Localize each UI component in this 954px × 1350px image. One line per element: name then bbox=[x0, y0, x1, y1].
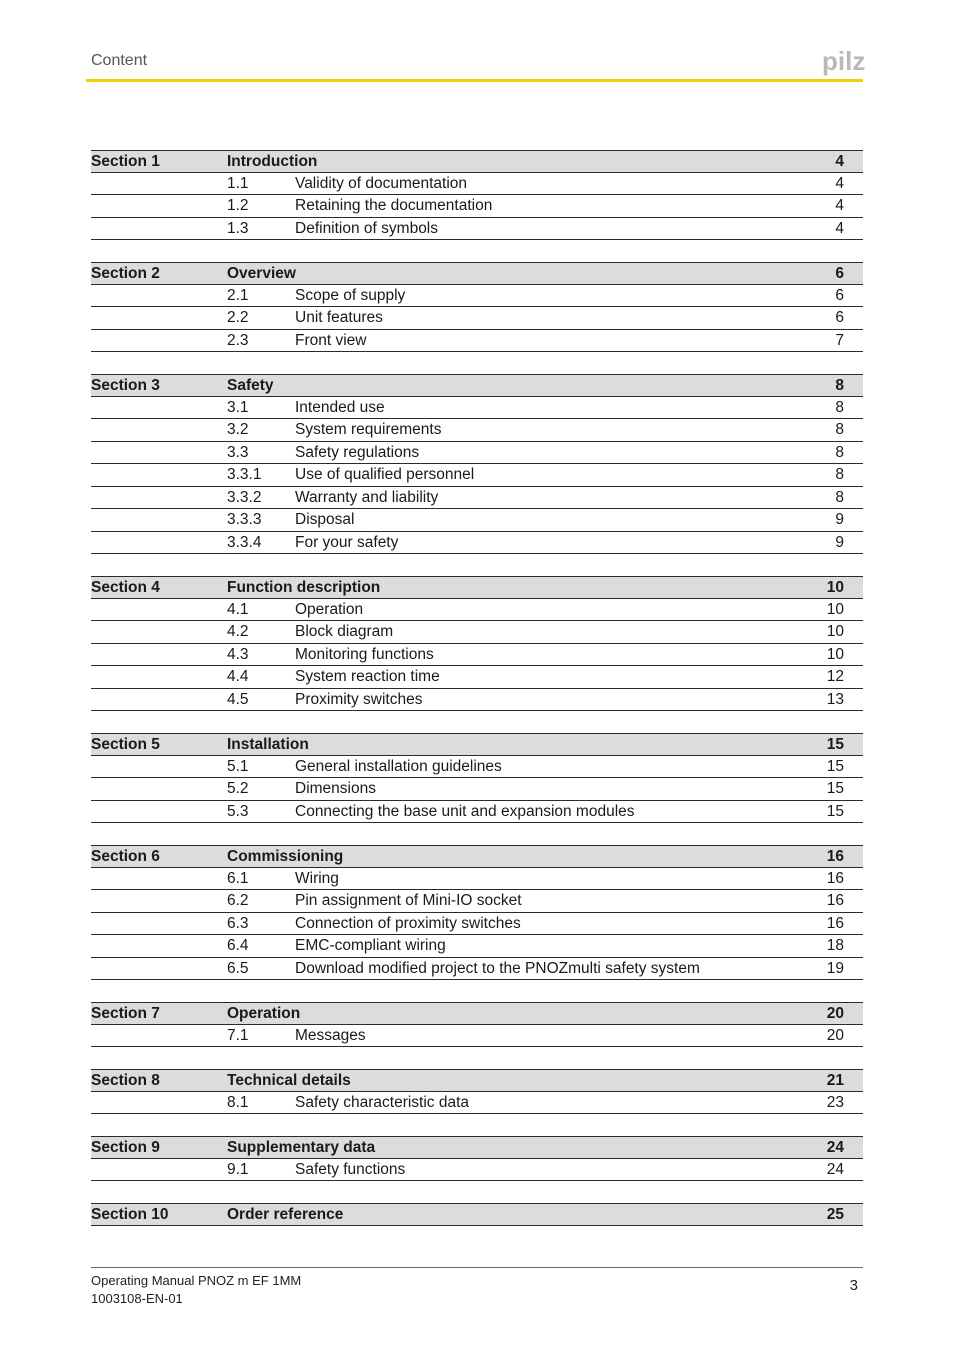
toc-entry[interactable] bbox=[91, 307, 863, 330]
table-of-contents bbox=[91, 150, 863, 1248]
toc-entry[interactable] bbox=[91, 397, 863, 420]
section-label: Section 6 bbox=[91, 848, 160, 865]
entry-page: 8 bbox=[835, 421, 844, 438]
entry-number: 1.2 bbox=[227, 197, 249, 214]
toc-entry[interactable] bbox=[91, 195, 863, 218]
entry-page: 4 bbox=[835, 197, 844, 214]
toc-section bbox=[91, 1069, 863, 1114]
entry-number: 3.3 bbox=[227, 443, 249, 461]
entry-number: 5.2 bbox=[227, 780, 249, 797]
entry-number: 3.3.2 bbox=[227, 488, 262, 506]
entry-page: 15 bbox=[826, 802, 844, 820]
section-title: Order reference bbox=[227, 1206, 344, 1223]
entry-page: 9 bbox=[835, 511, 844, 528]
entry-page: 16 bbox=[826, 892, 844, 909]
toc-section bbox=[91, 150, 863, 240]
entry-title: Proximity switches bbox=[295, 690, 423, 708]
entry-title: Definition of symbols bbox=[295, 219, 439, 237]
toc-entry[interactable] bbox=[91, 599, 863, 622]
entry-page: 7 bbox=[835, 331, 844, 349]
entry-number: 2.1 bbox=[227, 286, 249, 304]
section-label: Section 2 bbox=[91, 265, 160, 282]
entry-number: 5.1 bbox=[227, 757, 249, 775]
entry-page: 8 bbox=[835, 443, 844, 461]
footer-rule bbox=[91, 1267, 863, 1268]
entry-number: 4.3 bbox=[227, 645, 249, 663]
entry-page: 16 bbox=[826, 869, 844, 887]
entry-title: Block diagram bbox=[295, 623, 394, 640]
entry-number: 3.3.3 bbox=[227, 511, 262, 528]
section-page: 24 bbox=[826, 1139, 844, 1156]
section-page: 15 bbox=[826, 736, 844, 753]
section-title: Function description bbox=[227, 579, 381, 596]
entry-number: 3.2 bbox=[227, 421, 249, 438]
entry-page: 23 bbox=[826, 1093, 844, 1111]
entry-page: 19 bbox=[826, 959, 844, 977]
entry-page: 18 bbox=[826, 937, 844, 954]
toc-section bbox=[91, 1203, 863, 1226]
entry-title: Scope of supply bbox=[295, 286, 406, 304]
entry-title: Intended use bbox=[295, 398, 385, 416]
entry-page: 6 bbox=[835, 309, 844, 326]
entry-number: 2.3 bbox=[227, 331, 249, 349]
entry-page: 12 bbox=[826, 668, 844, 685]
toc-section-heading[interactable] bbox=[91, 1203, 863, 1226]
section-page: 10 bbox=[826, 579, 844, 596]
entry-number: 6.3 bbox=[227, 914, 249, 932]
entry-number: 7.1 bbox=[227, 1026, 249, 1044]
entry-number: 4.4 bbox=[227, 668, 249, 685]
section-title: Safety bbox=[227, 377, 274, 394]
pilz-logo: pilz bbox=[822, 46, 866, 76]
entry-page: 8 bbox=[835, 488, 844, 506]
entry-number: 3.1 bbox=[227, 398, 249, 416]
section-label: Section 9 bbox=[91, 1139, 160, 1156]
entry-number: 6.5 bbox=[227, 959, 249, 977]
toc-section bbox=[91, 1136, 863, 1181]
section-page: 25 bbox=[826, 1206, 844, 1223]
page-header-label: Content bbox=[91, 52, 148, 69]
toc-entry[interactable] bbox=[91, 868, 863, 891]
toc-entry[interactable] bbox=[91, 778, 863, 801]
toc-section-heading[interactable] bbox=[91, 1069, 863, 1092]
entry-page: 15 bbox=[826, 780, 844, 797]
section-label: Section 7 bbox=[91, 1005, 160, 1022]
entry-title: Warranty and liability bbox=[295, 488, 439, 506]
toc-section-heading[interactable] bbox=[91, 845, 863, 868]
toc-section bbox=[91, 845, 863, 980]
toc-entry[interactable] bbox=[91, 1025, 863, 1048]
toc-section bbox=[91, 733, 863, 823]
section-page: 20 bbox=[826, 1005, 844, 1022]
toc-entry[interactable] bbox=[91, 1159, 863, 1182]
toc-section bbox=[91, 576, 863, 711]
toc-section-heading[interactable] bbox=[91, 1136, 863, 1159]
entry-title: Connection of proximity switches bbox=[295, 914, 521, 932]
entry-number: 6.1 bbox=[227, 869, 249, 887]
entry-title: Monitoring functions bbox=[295, 645, 434, 663]
entry-number: 4.5 bbox=[227, 690, 249, 708]
section-label: Section 1 bbox=[91, 153, 160, 170]
toc-entry[interactable] bbox=[91, 666, 863, 689]
entry-title: Download modified project to the PNOZmulti safety system bbox=[295, 959, 700, 977]
entry-number: 3.3.1 bbox=[227, 466, 262, 483]
section-title: Commissioning bbox=[227, 848, 344, 865]
toc-section-heading[interactable] bbox=[91, 150, 863, 173]
toc-entry[interactable] bbox=[91, 801, 863, 824]
section-title: Introduction bbox=[227, 153, 318, 170]
entry-title: Messages bbox=[295, 1026, 366, 1044]
section-label: Section 3 bbox=[91, 377, 160, 394]
toc-entry[interactable] bbox=[91, 1092, 863, 1115]
footer-page-number: 3 bbox=[849, 1277, 858, 1294]
toc-entry[interactable] bbox=[91, 487, 863, 510]
entry-title: Safety characteristic data bbox=[295, 1093, 470, 1111]
section-page: 4 bbox=[835, 153, 844, 170]
section-title: Overview bbox=[227, 265, 296, 282]
entry-page: 15 bbox=[826, 757, 844, 775]
section-page: 16 bbox=[826, 848, 844, 865]
section-title: Technical details bbox=[227, 1072, 351, 1089]
entry-page: 8 bbox=[835, 466, 844, 483]
section-label: Section 5 bbox=[91, 736, 160, 753]
entry-number: 4.1 bbox=[227, 600, 249, 618]
entry-title: Retaining the documentation bbox=[295, 197, 493, 214]
entry-page: 4 bbox=[835, 219, 844, 237]
toc-entry[interactable] bbox=[91, 442, 863, 465]
entry-page: 8 bbox=[835, 398, 844, 416]
entry-title: Connecting the base unit and expansion modules bbox=[295, 802, 635, 820]
entry-page: 13 bbox=[826, 690, 844, 708]
footer-manual-title: Operating Manual PNOZ m EF 1MM bbox=[91, 1273, 302, 1288]
entry-page: 4 bbox=[835, 174, 844, 192]
entry-number: 1.1 bbox=[227, 174, 249, 192]
entry-page: 10 bbox=[826, 600, 844, 618]
section-page: 6 bbox=[835, 265, 844, 282]
toc-section-heading[interactable] bbox=[91, 733, 863, 756]
entry-title: Validity of documentation bbox=[295, 174, 468, 192]
entry-page: 16 bbox=[826, 914, 844, 932]
entry-page: 24 bbox=[826, 1160, 844, 1178]
toc-entry[interactable] bbox=[91, 285, 863, 308]
entry-number: 4.2 bbox=[227, 623, 249, 640]
entry-number: 5.3 bbox=[227, 802, 249, 820]
entry-number: 6.2 bbox=[227, 892, 249, 909]
entry-page: 10 bbox=[826, 645, 844, 663]
toc-entry[interactable] bbox=[91, 756, 863, 779]
toc-entry[interactable] bbox=[91, 958, 863, 981]
entry-title: For your safety bbox=[295, 533, 399, 551]
entry-number: 3.3.4 bbox=[227, 533, 262, 551]
toc-entry[interactable] bbox=[91, 419, 863, 442]
entry-page: 9 bbox=[835, 533, 844, 551]
entry-title: Use of qualified personnel bbox=[295, 466, 475, 483]
entry-title: Disposal bbox=[295, 511, 355, 528]
toc-entry[interactable] bbox=[91, 330, 863, 353]
section-page: 8 bbox=[835, 377, 844, 394]
entry-title: Dimensions bbox=[295, 780, 376, 797]
entry-title: Wiring bbox=[295, 869, 339, 887]
toc-section bbox=[91, 1002, 863, 1047]
toc-entry[interactable] bbox=[91, 644, 863, 667]
entry-title: Operation bbox=[295, 600, 364, 618]
entry-page: 6 bbox=[835, 286, 844, 304]
header-rule bbox=[86, 79, 863, 82]
entry-title: System reaction time bbox=[295, 668, 440, 685]
toc-section bbox=[91, 262, 863, 352]
toc-entry[interactable] bbox=[91, 935, 863, 958]
section-title: Installation bbox=[227, 736, 309, 753]
toc-entry[interactable] bbox=[91, 689, 863, 712]
entry-title: Pin assignment of Mini-IO socket bbox=[295, 892, 522, 909]
toc-entry[interactable] bbox=[91, 509, 863, 532]
entry-title: EMC-compliant wiring bbox=[295, 937, 446, 954]
entry-title: System requirements bbox=[295, 421, 442, 438]
section-label: Section 8 bbox=[91, 1072, 160, 1089]
toc-entry[interactable] bbox=[91, 218, 863, 241]
toc-entry[interactable] bbox=[91, 621, 863, 644]
entry-number: 9.1 bbox=[227, 1160, 249, 1178]
entry-number: 6.4 bbox=[227, 937, 249, 954]
section-label: Section 10 bbox=[91, 1206, 169, 1223]
section-title: Supplementary data bbox=[227, 1139, 376, 1156]
toc-entry[interactable] bbox=[91, 890, 863, 913]
section-title: Operation bbox=[227, 1005, 301, 1022]
entry-title: General installation guidelines bbox=[295, 757, 502, 775]
entry-number: 8.1 bbox=[227, 1093, 249, 1111]
entry-number: 2.2 bbox=[227, 309, 249, 326]
toc-entry[interactable] bbox=[91, 532, 863, 555]
toc-entry[interactable] bbox=[91, 173, 863, 196]
entry-page: 10 bbox=[826, 623, 844, 640]
toc-section-heading[interactable] bbox=[91, 262, 863, 285]
section-label: Section 4 bbox=[91, 579, 160, 596]
entry-title: Safety functions bbox=[295, 1160, 406, 1178]
toc-entry[interactable] bbox=[91, 464, 863, 487]
toc-section-heading[interactable] bbox=[91, 1002, 863, 1025]
entry-title: Front view bbox=[295, 331, 367, 349]
toc-section bbox=[91, 374, 863, 554]
toc-entry[interactable] bbox=[91, 913, 863, 936]
footer-doc-number: 1003108-EN-01 bbox=[91, 1291, 183, 1306]
entry-number: 1.3 bbox=[227, 219, 249, 237]
toc-section-heading[interactable] bbox=[91, 576, 863, 599]
entry-title: Unit features bbox=[295, 309, 383, 326]
toc-section-heading[interactable] bbox=[91, 374, 863, 397]
entry-page: 20 bbox=[826, 1026, 844, 1044]
section-page: 21 bbox=[826, 1072, 844, 1089]
entry-title: Safety regulations bbox=[295, 443, 420, 461]
